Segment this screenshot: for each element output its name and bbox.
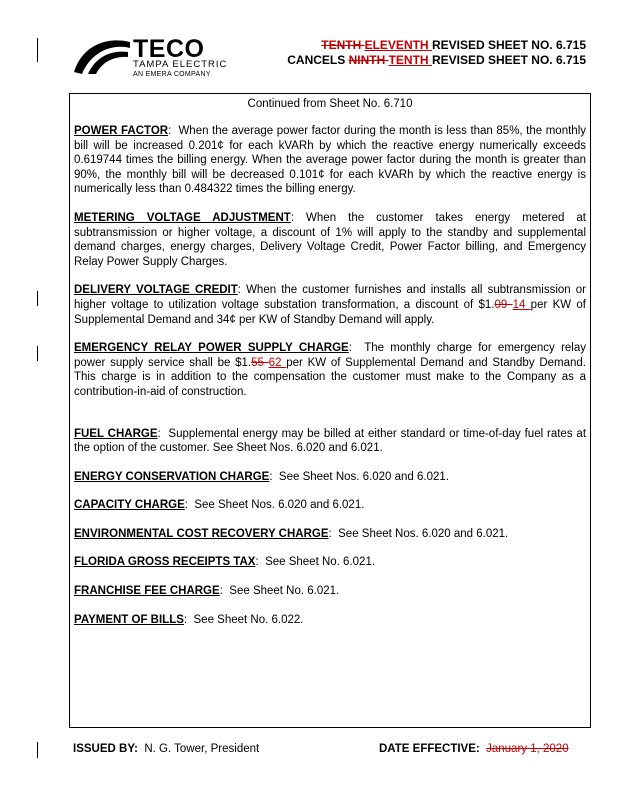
payment-of-bills-section: PAYMENT OF BILLS: See Sheet No. 6.022. — [74, 613, 304, 626]
section-title: FLORIDA GROSS RECEIPTS TAX — [74, 556, 256, 569]
section-title: PAYMENT OF BILLS — [74, 613, 184, 626]
date-effective — [379, 743, 569, 755]
section-body: See Sheet Nos. 6.020 and 6.021. — [194, 499, 365, 512]
fuel-charge-section: FUEL CHARGE: Supplemental energy may be billed at either standard or time-of-day fuel rates at the option of the customer. See Sheet Nos. 6.020 and 6.021. — [74, 427, 587, 455]
section-title: POWER FACTOR — [74, 125, 169, 137]
section-body: When the customer furnishes and installs all subtransmission or higher voltage to utilization voltage substation transformation, a discount of $1. — [74, 284, 587, 311]
section-title: FUEL CHARGE — [74, 427, 158, 440]
section-body: Supplemental energy may be billed at either standard or time-of-day fuel rates at the option of the customer. See Sheet Nos. 6.020 and 6.021. — [74, 427, 587, 455]
section-title: METERING VOLTAGE ADJUSTMENT — [74, 211, 291, 224]
section-body: When the customer takes energy metered at subtransmission or higher voltage, a discount of 1% will apply to the standby and supplemental demand charges, energy charges, Delivery Voltage Credit, Power Factor billing, and Emergency Relay Power Supply Charges. — [74, 211, 587, 268]
revision-bar — [37, 742, 38, 758]
continued-note: Continued from Sheet No. 6.710 — [247, 98, 413, 110]
emergency-relay-section: EMERGENCY RELAY POWER SUPPLY CHARGE: The monthly charge for emergency relay power supply service shall be $1.55 62 per KW of Supplemental Demand and Standby Demand. This charge is in addition to the compensation the customer must make to the Company as a contribution-in-aid of construction. — [74, 342, 586, 398]
section-title: FRANCHISE FEE CHARGE — [74, 585, 220, 598]
revision-bar — [37, 38, 38, 62]
sheet-number-line — [321, 38, 586, 52]
section-body: See Sheet No. 6.022. — [193, 613, 304, 626]
section-title: EMERGENCY RELAY POWER SUPPLY CHARGE — [74, 342, 349, 355]
deleted-text: 55 — [251, 356, 269, 369]
deleted-text: TENTH — [321, 38, 365, 52]
section-body: The monthly charge for emergency relay power supply service shall be $1. — [74, 342, 586, 369]
inserted-text: 14 — [512, 298, 531, 311]
metering-voltage-section: METERING VOLTAGE ADJUSTMENT: When the customer takes energy metered at subtransmission or higher voltage, a discount of 1% will apply to the standby and supplemental demand charges, energy charges, Delivery Voltage Credit, Power Factor billing, and Emergency Relay Power Supply Charges. — [74, 211, 587, 268]
logo-tagline: AN EMERA COMPANY — [133, 71, 211, 78]
power-factor-section: POWER FACTOR: When the average power factor during the month is less than 85%, the monthly bill will be increased 0.201¢ for each kVARh by which the reactive energy numerically exceeds 0.619744 times the billing energy. When the average power factor during the month is greater than 90%, the monthly bill will be decreased 0.101¢ for each kVARh by which the reactive energy is numerically less than 0.484322 times the billing energy. — [74, 125, 586, 196]
tariff-sections — [74, 124, 586, 641]
cancels-line — [287, 53, 586, 67]
deleted-text: 09 — [494, 298, 513, 311]
section-body: See Sheet No. 6.021. — [229, 585, 340, 598]
swoosh-icon — [72, 34, 132, 78]
gross-receipts-section: FLORIDA GROSS RECEIPTS TAX: See Sheet No. 6.021. — [74, 556, 376, 569]
date-effective-label: DATE EFFECTIVE: — [379, 743, 480, 755]
issued-by-label: ISSUED BY: — [73, 743, 138, 755]
franchise-fee-section: FRANCHISE FEE CHARGE: See Sheet No. 6.021. — [74, 585, 340, 598]
section-body: per KW of Supplemental Demand and Standby Demand. This charge is in addition to the compensation the customer must make to the Company as a contribution-in-aid of construction. — [74, 356, 586, 398]
section-body: See Sheet No. 6.021. — [265, 556, 376, 569]
inserted-text: ELEVENTH — [364, 38, 432, 52]
inserted-text: 62 — [268, 356, 287, 369]
issued-by-value: N. G. Tower, President — [144, 743, 260, 755]
logo-subtitle: TAMPA ELECTRIC — [133, 59, 228, 70]
teco-logo — [72, 34, 242, 84]
revision-bar — [37, 346, 38, 361]
tariff-body — [69, 93, 591, 728]
section-title: CAPACITY CHARGE — [74, 499, 185, 512]
section-title: DELIVERY VOLTAGE CREDIT — [74, 284, 238, 297]
energy-conservation-section: ENERGY CONSERVATION CHARGE: See Sheet Nos. 6.020 and 6.021. — [74, 470, 449, 483]
section-title: ENERGY CONSERVATION CHARGE — [74, 470, 270, 483]
cancels-prefix: CANCELS — [287, 53, 349, 67]
date-effective-value: January 1, 2020 — [486, 743, 569, 755]
cancels-sheet-text: REVISED SHEET NO. 6.715 — [431, 53, 586, 67]
section-title: ENVIRONMENTAL COST RECOVERY CHARGE — [74, 527, 329, 540]
environmental-cost-section: ENVIRONMENTAL COST RECOVERY CHARGE: See Sheet Nos. 6.020 and 6.021. — [74, 527, 509, 540]
logo-wordmark: TECO — [133, 35, 205, 63]
revision-bar — [37, 291, 38, 306]
section-body: per KW of Supplemental Demand and 34¢ per KW of Standby Demand will apply. — [74, 298, 586, 326]
inserted-text: TENTH — [388, 53, 432, 67]
delivery-voltage-section: DELIVERY VOLTAGE CREDIT: When the customer furnishes and installs all subtransmission or higher voltage to utilization voltage substation transformation, a discount of $1.09 14 per KW of Supplemental Demand and 34¢ per KW of Standby Demand will apply. — [74, 284, 587, 326]
deleted-text: NINTH — [348, 53, 389, 67]
section-body: When the average power factor during the month is less than 85%, the monthly bill will be increased 0.201¢ for each kVARh by which the reactive energy numerically exceeds 0.619744 times the billing energy. When the average power factor during the month is greater than 90%, the monthly bill will be decreased 0.101¢ for each kVARh by which the reactive energy is numerically less than 0.484322 times the billing energy. — [74, 125, 586, 196]
issued-by — [73, 743, 259, 755]
capacity-charge-section: CAPACITY CHARGE: See Sheet Nos. 6.020 and 6.021. — [74, 499, 365, 512]
sheet-number-text: REVISED SHEET NO. 6.715 — [431, 38, 586, 52]
section-body: See Sheet Nos. 6.020 and 6.021. — [338, 527, 509, 540]
section-body: See Sheet Nos. 6.020 and 6.021. — [278, 470, 449, 483]
